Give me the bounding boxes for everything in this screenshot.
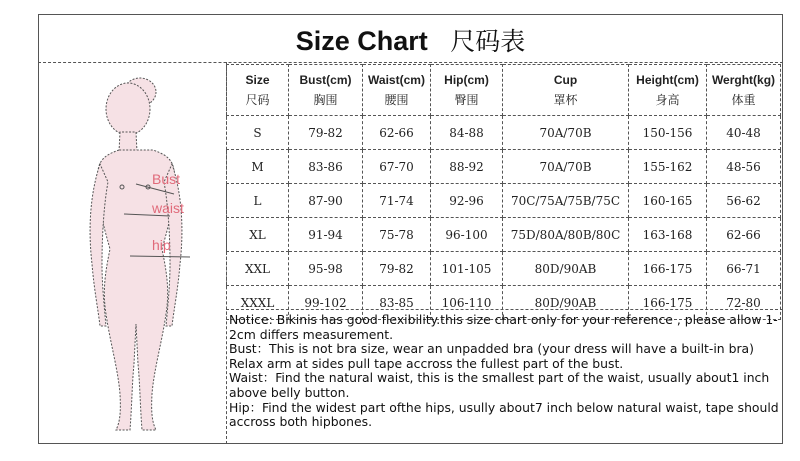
col-header-waist: Waist(cm) 腰围 [363, 65, 431, 116]
col-header-bust: Bust(cm) 胸围 [289, 65, 363, 116]
waist-note: Waist：Find the natural waist, this is the smallest part of the waist, usually about1 inch above belly button. [229, 370, 770, 400]
bust-note: Bust：This is not bra size, wear an unpadded bra (your dress will have a built-in bra) Relax arm at sides pull tape accross the fullest part of the bust. [229, 341, 754, 371]
cell-weight: 66-71 [707, 252, 781, 286]
cell-waist: 83-85 [363, 286, 431, 320]
cell-waist: 67-70 [363, 150, 431, 184]
cell-bust: 91-94 [289, 218, 363, 252]
label-waist: waist [152, 200, 184, 216]
hip-note: Hip：Find the widest part ofthe hips, usully about7 inch below natural waist, tape should accross both hipbones. [229, 399, 779, 430]
title-chinese: 尺码表 [450, 27, 526, 56]
cell-weight: 62-66 [707, 218, 781, 252]
cell-hip: 84-88 [431, 116, 503, 150]
table-row [227, 252, 781, 286]
size-table [226, 64, 781, 320]
cell-weight: 40-48 [707, 116, 781, 150]
cell-hip: 101-105 [431, 252, 503, 286]
title-divider [38, 62, 783, 63]
table-row [227, 184, 781, 218]
cell-waist: 79-82 [363, 252, 431, 286]
cell-waist: 71-74 [363, 184, 431, 218]
size-table-wrap [226, 64, 783, 309]
cell-bust: 79-82 [289, 116, 363, 150]
col-header-size: Size 尺码 [227, 65, 289, 116]
table-row [227, 150, 781, 184]
cell-bust: 95-98 [289, 252, 363, 286]
cell-hip: 96-100 [431, 218, 503, 252]
cell-height: 166-175 [629, 286, 707, 320]
title-row [38, 14, 783, 62]
cell-size: XL [227, 218, 289, 252]
cell-height: 160-165 [629, 184, 707, 218]
cell-size: L [227, 184, 289, 218]
page-title [38, 22, 783, 58]
table-row [227, 116, 781, 150]
cell-waist: 75-78 [363, 218, 431, 252]
cell-cup: 75D/80A/80B/80C [503, 218, 629, 252]
col-header-hip: Hip(cm) 臀围 [431, 65, 503, 116]
table-header-row [227, 65, 781, 116]
cell-waist: 62-66 [363, 116, 431, 150]
cell-size: XXL [227, 252, 289, 286]
cell-height: 155-162 [629, 150, 707, 184]
col-header-height: Height(cm) 身高 [629, 65, 707, 116]
cell-cup: 70A/70B [503, 150, 629, 184]
body-figure-illustration [40, 64, 226, 442]
cell-hip: 92-96 [431, 184, 503, 218]
cell-hip: 106-110 [431, 286, 503, 320]
notes-block [229, 313, 779, 430]
body-figure [40, 64, 226, 442]
cell-cup: 80D/90AB [503, 286, 629, 320]
cell-weight: 48-56 [707, 150, 781, 184]
title-english: Size Chart [295, 26, 428, 56]
cell-cup: 70C/75A/75B/75C [503, 184, 629, 218]
cell-hip: 88-92 [431, 150, 503, 184]
cell-bust: 99-102 [289, 286, 363, 320]
cell-bust: 83-86 [289, 150, 363, 184]
cell-height: 150-156 [629, 116, 707, 150]
cell-bust: 87-90 [289, 184, 363, 218]
cell-height: 163-168 [629, 218, 707, 252]
col-header-cup: Cup 罩杯 [503, 65, 629, 116]
notice-text: Notice: Bikinis has good flexibility.this size chart only for your reference , please allow 1-2cm differs measurement. [229, 312, 778, 342]
cell-cup: 70A/70B [503, 116, 629, 150]
table-row [227, 218, 781, 252]
label-bust: Bust [152, 171, 181, 187]
col-header-weight: Werght(kg) 体重 [707, 65, 781, 116]
notes-divider [226, 309, 783, 310]
cell-weight: 56-62 [707, 184, 781, 218]
cell-size: M [227, 150, 289, 184]
cell-height: 166-175 [629, 252, 707, 286]
cell-size: XXXL [227, 286, 289, 320]
label-hip: hip [152, 237, 171, 253]
cell-size: S [227, 116, 289, 150]
cell-cup: 80D/90AB [503, 252, 629, 286]
cell-weight: 72-80 [707, 286, 781, 320]
